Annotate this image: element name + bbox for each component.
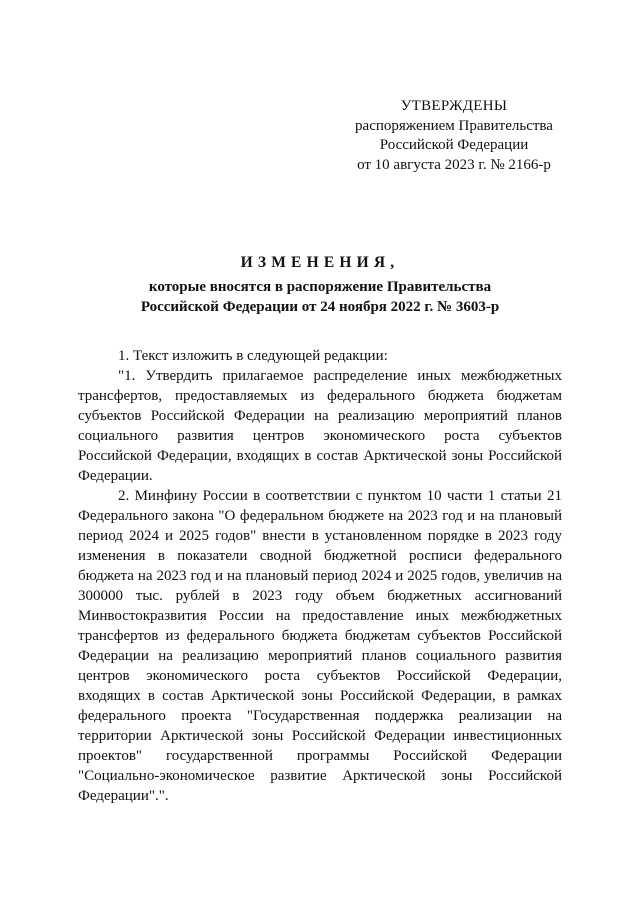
approval-title: УТВЕРЖДЕНЫ (400, 98, 508, 114)
body-paragraph-2: "1. Утвердить прилагаемое распределение иных межбюджетных трансфертов, предоставляемых из федерального бюджета бюджетам субъектов Российской Федерации на реализацию мероприятий планов социального развития центров экономического роста субъектов Российской Федерации, входящих в состав Арктической зоны Российской Федерации. (78, 368, 562, 484)
body-paragraph-1: 1. Текст изложить в следующей редакции: (118, 348, 388, 364)
heading-subtitle-line-2: Российской Федерации от 24 ноября 2022 г. № 3603-р (140, 298, 500, 315)
approval-line-1: распоряжением Правительства (355, 117, 553, 134)
heading-title: ИЗМЕНЕНИЯ, (240, 254, 400, 271)
approval-stamp (330, 97, 578, 175)
document-body (78, 346, 562, 806)
body-paragraph-3: 2. Минфину России в соответствии с пунктом 10 части 1 статьи 21 Федерального закона "О федеральном бюджете на 2023 год и на плановый период 2024 и 2025 годов" внести в установленном порядке в 2023 году изменения в показатели сводной бюджетной росписи федерального бюджета на 2023 год и на плановый период 2024 и 2025 годов, увеличив на 300000 тыс. рублей в 2023 году объем бюджетных ассигнований Минвостокразвития России на предоставление иных межбюджетных трансфертов из федерального бюджета бюджетам субъектов Российской Федерации на реализацию мероприятий планов социального развития центров экономического роста субъектов Российской Федерации, входящих в состав Арктической зоны Российской Федерации, в рамках федерального проекта "Государственная поддержка реализации на территории Арктической зоны Российской Федерации инвестиционных проектов" государственной программы Российской Федерации "Социально-экономическое развитие Арктической зоны Российской Федерации".". (78, 488, 562, 804)
heading-subtitle-line-1: которые вносятся в распоряжение Правительства (148, 279, 492, 295)
approval-line-2: Российской Федерации (379, 137, 529, 153)
approval-line-3: от 10 августа 2023 г. № 2166-р (357, 156, 551, 173)
document-heading (0, 253, 640, 317)
heading-subtitle (0, 278, 640, 317)
